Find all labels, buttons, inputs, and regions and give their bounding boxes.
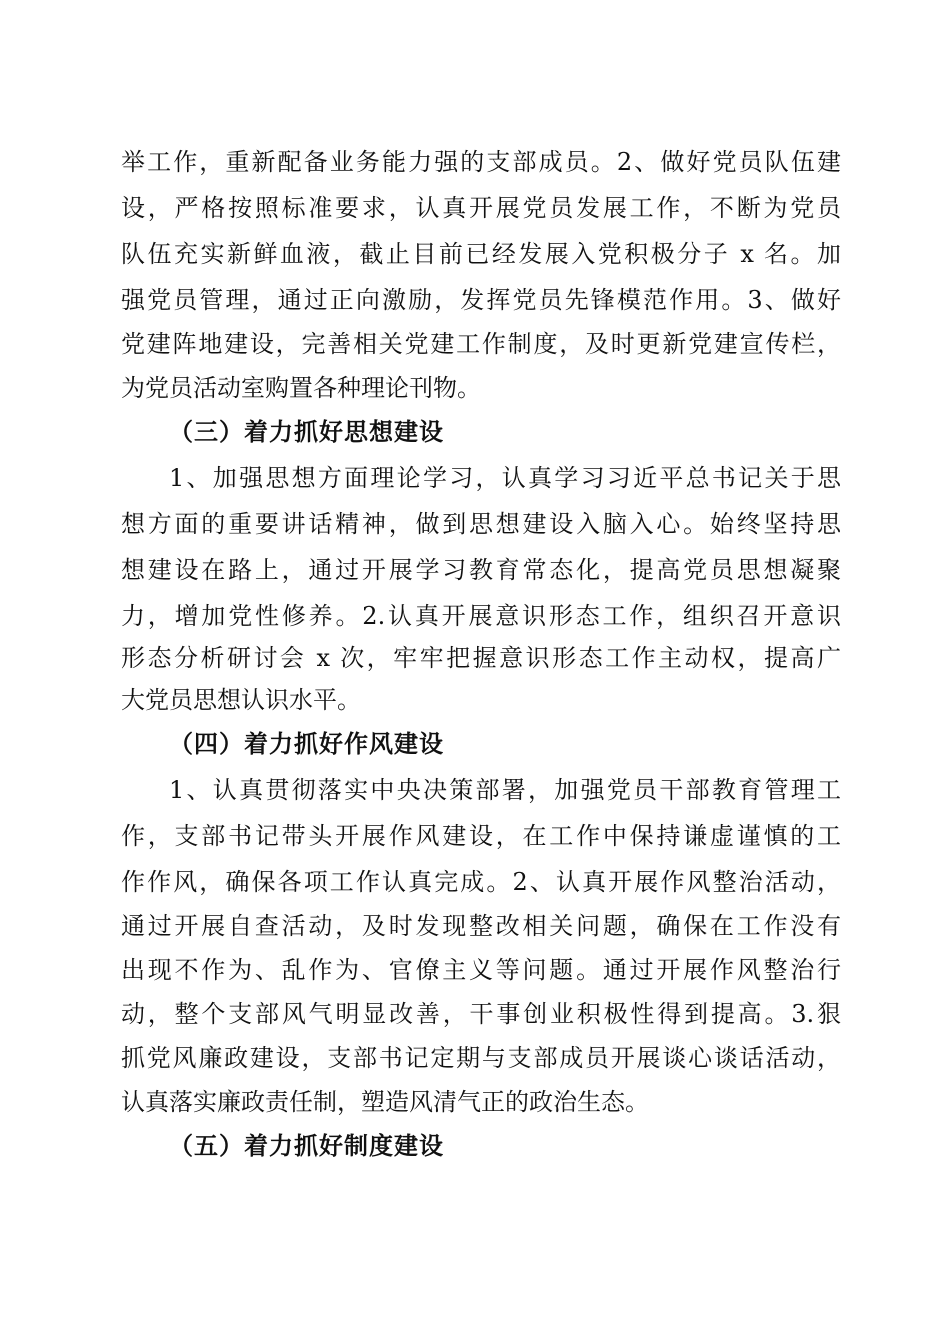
paragraph-line: 通过开展自查活动，及时发现整改相关问题，确保在工作没有 [121,912,841,940]
paragraph-line: 举工作，重新配备业务能力强的支部成员。2、做好党员队伍建 [121,148,841,176]
paragraph-line: 想建设在路上，通过开展学习教育常态化，提高党员思想凝聚 [121,556,841,584]
paragraph-line: 想方面的重要讲话精神，做到思想建设入脑入心。始终坚持思 [121,510,841,538]
section-heading-3: （三）着力抓好思想建设 [169,417,444,446]
paragraph-line: 作作风，确保各项工作认真完成。2、认真开展作风整治活动， [121,868,841,896]
paragraph-line: 队伍充实新鲜血液，截止目前已经发展入党积极分子 x 名。加 [121,240,841,268]
paragraph-line: 设，严格按照标准要求，认真开展党员发展工作，不断为党员 [121,194,841,222]
section-heading-4: （四）着力抓好作风建设 [169,729,444,758]
section-heading-5: （五）着力抓好制度建设 [169,1131,444,1160]
paragraph-line: 1、认真贯彻落实中央决策部署，加强党员干部教育管理工 [169,776,841,804]
paragraph-line: 认真落实廉政责任制，塑造风清气正的政治生态。 [121,1088,649,1116]
paragraph-line: 形态分析研讨会 x 次，牢牢把握意识形态工作主动权，提高广 [121,644,841,672]
paragraph-line: 抓党风廉政建设，支部书记定期与支部成员开展谈心谈话活动， [121,1044,841,1072]
paragraph-line: 作，支部书记带头开展作风建设，在工作中保持谦虚谨慎的工 [121,822,841,850]
paragraph-line: 强党员管理，通过正向激励，发挥党员先锋模范作用。3、做好 [121,286,841,314]
paragraph-line: 力，增加党性修养。2.认真开展意识形态工作，组织召开意识 [121,602,841,630]
paragraph-line: 大党员思想认识水平。 [121,686,361,714]
paragraph-line: 党建阵地建设，完善相关党建工作制度，及时更新党建宣传栏， [121,330,841,358]
paragraph-line: 1、加强思想方面理论学习，认真学习习近平总书记关于思 [169,464,841,492]
paragraph-line: 出现不作为、乱作为、官僚主义等问题。通过开展作风整治行 [121,956,841,984]
paragraph-line: 为党员活动室购置各种理论刊物。 [121,374,481,402]
paragraph-line: 动，整个支部风气明显改善，干事创业积极性得到提高。3.狠 [121,1000,841,1028]
